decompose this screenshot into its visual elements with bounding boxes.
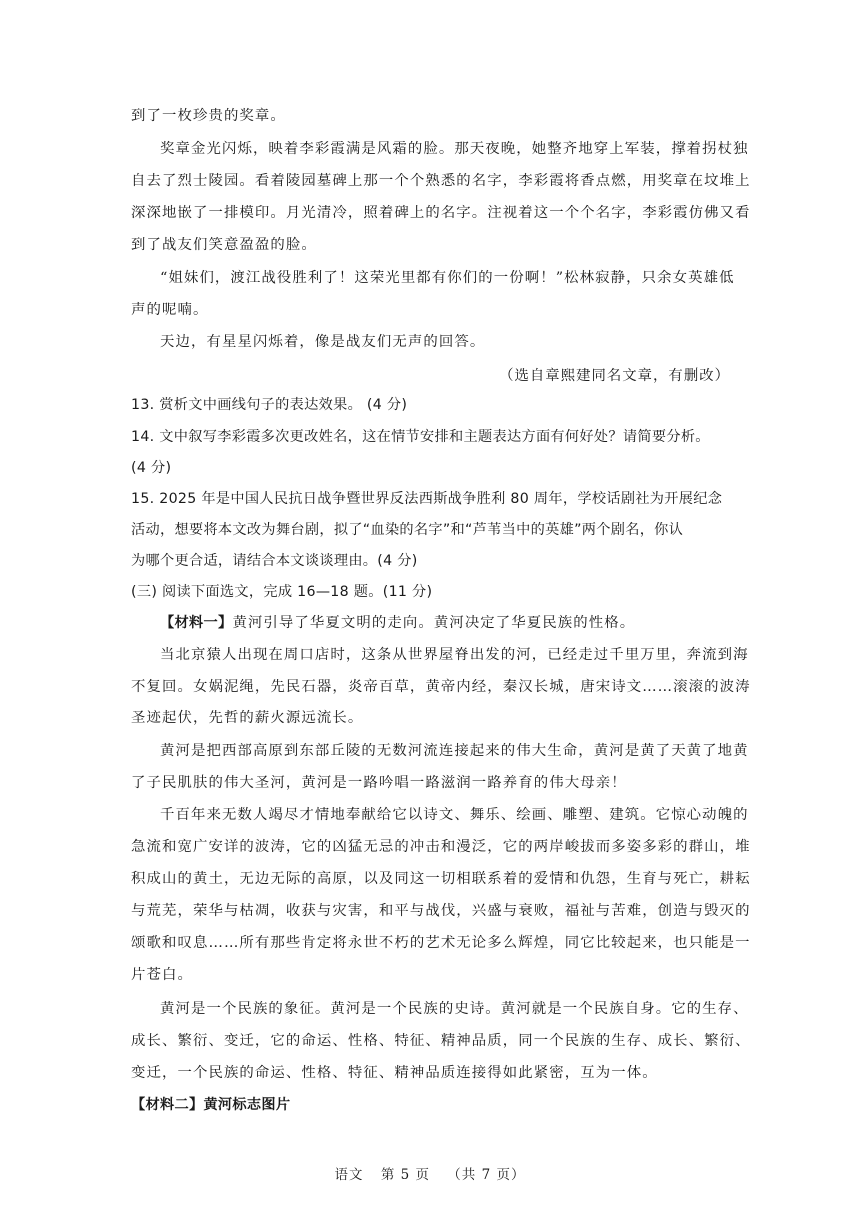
question-14-score: (4 分)	[131, 460, 172, 476]
material-1-label: 【材料一】	[160, 615, 233, 631]
material-line: 积成山的黄土，无边无际的高原，以及同这一切相联系着的爱情和仇怨，生育与死亡，耕耘	[131, 871, 751, 887]
story-line: “姐妹们，渡江战役胜利了！这荣光里都有你们的一份啊！”松林寂静，只余女英雄低	[160, 270, 735, 286]
footer-subject: 语文	[334, 1167, 364, 1183]
story-line: 自去了烈士陵园。看着陵园墓碑上那一个个熟悉的名字，李彩霞将香点燃，用奖章在坟堆上	[131, 173, 751, 189]
story-source: （选自章熙建同名文章，有删改）	[499, 368, 730, 384]
story-line: 到了战友们笑意盈盈的脸。	[131, 237, 317, 253]
material-line: 片苍白。	[131, 967, 193, 983]
question-15-line: 为哪个更合适，请结合本文谈谈理由。(4 分)	[131, 553, 418, 569]
material-line: 成长、繁衍、变迁，它的命运、性格、特征、精神品质，同一个民族的生存、成长、繁衍、	[131, 1033, 751, 1049]
material-line: 黄河是把西部高原到东部丘陵的无数河流连接起来的伟大生命，黄河是黄了天黄了地黄	[160, 743, 749, 759]
material-line: 颂歌和叹息……所有那些肯定将永世不朽的艺术无论多么辉煌，同它比较起来，也只能是一	[131, 935, 751, 951]
story-line: 奖章金光闪烁，映着李彩霞满是风霜的脸。那天夜晚，她整齐地穿上军装，撑着拐杖独	[160, 141, 749, 157]
footer-page: 第 5 页	[380, 1167, 430, 1183]
story-line: 声的呢喃。	[131, 302, 209, 318]
material-line: 黄河是一个民族的象征。黄河是一个民族的史诗。黄河就是一个民族自身。它的生存、	[160, 1001, 749, 1017]
footer-total: （共 7 页）	[447, 1167, 526, 1183]
question-15: 15. 2025 年是中国人民抗日战争暨世界反法西斯战争胜利 80 周年，学校话剧社为开展纪念	[131, 491, 723, 507]
material-line: 变迁，一个民族的命运、性格、特征、精神品质连接得如此紧密，互为一体。	[131, 1065, 658, 1081]
material-line: 当北京猿人出现在周口店时，这条从世界屋脊出发的河，已经走过千里万里，奔流到海	[160, 647, 749, 663]
material-line: 千百年来无数人竭尽才情地奉献给它以诗文、舞乐、绘画、雕塑、建筑。它惊心动魄的	[160, 807, 749, 823]
material-line: 不复回。女娲泥绳，先民石器，炎帝百草，黄帝内经，秦汉长城，唐宋诗文……滚滚的波涛	[131, 679, 751, 695]
material-line: 与荒芜，荣华与枯凋，收获与灾害，和平与战伐，兴盛与衰败，福祉与苦难，创造与毁灭的	[131, 903, 751, 919]
question-14: 14. 文中叙写李彩霞多次更改姓名，这在情节安排和主题表达方面有何好处？请简要分析。	[131, 429, 710, 445]
story-line: 到了一枚珍贵的奖章。	[131, 108, 286, 124]
story-line: 深深地嵌了一排模印。月光清冷，照着碑上的名字。注视着这一个个名字，李彩霞仿佛又看	[131, 205, 751, 221]
material-1-first-line	[160, 613, 635, 633]
page-footer	[0, 1163, 860, 1183]
material-line: 急流和宽广安详的波涛，它的凶猛无忌的冲击和漫泛，它的两岸峻拔而多姿多彩的群山，堆	[131, 839, 751, 855]
section-heading: (三) 阅读下面选文，完成 16—18 题。(11 分)	[131, 584, 433, 600]
material-2-heading: 【材料二】黄河标志图片	[131, 1097, 291, 1113]
material-line: 圣迹起伏，先哲的薪火源远流长。	[131, 710, 364, 726]
question-13: 13. 赏析文中画线句子的表达效果。 (4 分)	[131, 397, 408, 413]
material-1-lead: 黄河引导了华夏文明的走向。黄河决定了华夏民族的性格。	[232, 615, 636, 631]
story-line: 天边，有星星闪烁着，像是战友们无声的回答。	[160, 334, 486, 350]
material-line: 了子民肌肤的伟大圣河，黄河是一路吟唱一路滋润一路养育的伟大母亲！	[131, 775, 627, 791]
question-15-line: 活动，想要将本文改为舞台剧，拟了“血染的名字”和“芦苇当中的英雄”两个剧名，你认	[131, 522, 684, 538]
